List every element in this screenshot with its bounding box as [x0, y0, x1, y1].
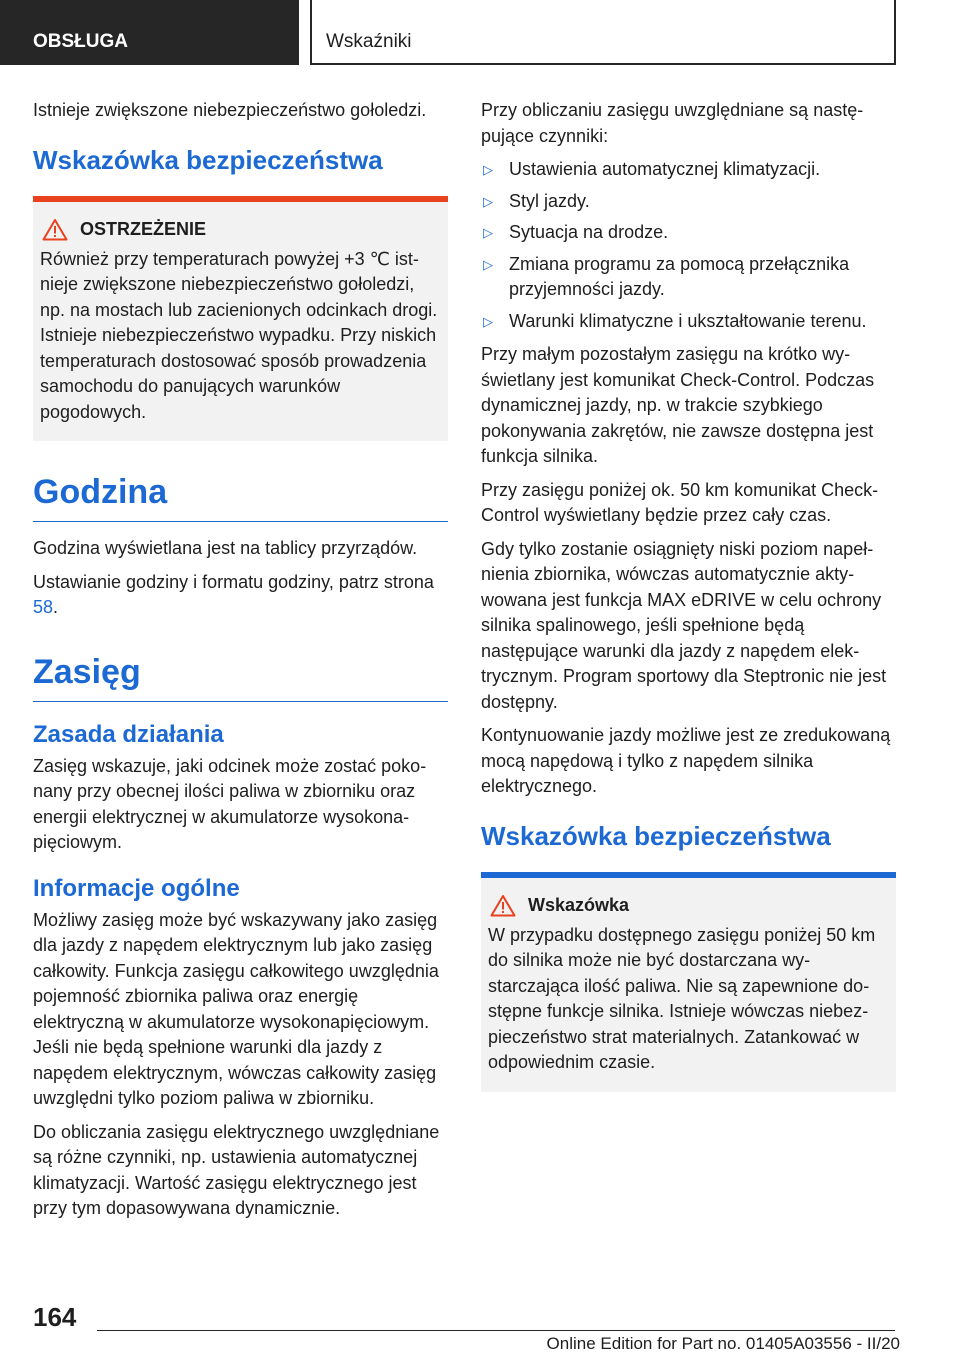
note-title-row: [488, 894, 889, 917]
left-column: [33, 98, 448, 1230]
safety-heading-left: Wskazówka bezpieczeństwa: [33, 144, 383, 175]
list-item: [481, 189, 896, 215]
footer-divider: [97, 1330, 895, 1331]
range-text-2: Przy zasięgu poniżej ok. 50 km komunikat Check-Control wyświetlany będzie przez cały czas.: [481, 479, 879, 525]
clock-text-2-before: Ustawianie godziny i formatu godziny, patrz strona: [33, 571, 434, 592]
list-item: [481, 220, 896, 246]
warning-triangle-icon: [42, 218, 68, 241]
warning-triangle-icon: [490, 894, 516, 917]
warning-title: OSTRZEŻENIE: [80, 218, 207, 239]
list-item-text: Ustawienia automatycznej klimatyzacji.: [509, 159, 821, 179]
header-section-tab: [0, 0, 299, 65]
note-text: W przypadku dostępnego zasięgu poniżej 50 km do silnika może nie być dostarczana wystarczająca ilość paliwa. Nie są zapewnione dostępne funkcje silnika. Istnieje wówczas niebezpieczeństwo strat materialnych. Zatankować w odpowiednim czasie.: [488, 924, 876, 1072]
range-text-3: Gdy tylko zostanie osiągnięty niski poziom napełnienia zbiornika, wówczas automatycznie aktywowana jest funkcja MAX eDRIVE w celu ochrony silnika spalinowego, jeśli spełnione będą następujące warunki dla jazdy z napędem elektrycznym. Program sportowy dla Steptronic nie jest dostępny.: [481, 538, 887, 712]
header-section: OBSŁUGA: [33, 31, 128, 52]
factors-list: [481, 157, 896, 334]
note-box: [481, 872, 896, 1092]
clock-heading: Godzina: [33, 471, 448, 522]
safety-heading-right: Wskazówka bezpieczeństwa: [481, 820, 831, 851]
warning-title-row: [40, 218, 441, 241]
list-item: [481, 309, 896, 335]
range-text-4: Kontynuowanie jazdy możliwe jest ze zredukowaną mocą napędową i tylko z napędem silnika elektrycznego.: [481, 725, 891, 796]
range-text-1: Przy małym pozostałym zasięgu na krótko wyświetlany jest komunikat Check-Control. Podczas dynamicznej jazdy, np. w trakcie szybkiego pokonywania zakrętów, nie zawsze dostępna jest funkcja silnika.: [481, 344, 875, 466]
intro-text: Istnieje zwiększone niebezpieczeństwo gołoledzi.: [33, 100, 427, 120]
general-heading: Informacje ogólne: [33, 874, 240, 902]
page-number: 164: [33, 1302, 77, 1332]
page-link-58[interactable]: 58: [33, 597, 54, 617]
note-title: Wskazówka: [528, 894, 630, 915]
list-item-text: Zmiana programu za pomocą przełącznika przyjemności jazdy.: [509, 253, 850, 299]
triangle-bullet-icon: ▷: [483, 162, 493, 177]
header-chapter: Wskaźniki: [326, 31, 412, 52]
list-item: [481, 252, 896, 303]
list-item-text: Warunki klimatyczne i ukształtowanie terenu.: [509, 310, 867, 331]
general-text-2: Do obliczania zasięgu elektrycznego uwzględniane są różne czynniki, np. ustawienia automatycznej klimatyzacji. Wartość zasięgu elektrycznego jest przy tym dopasowywana dynamicznie.: [33, 1121, 440, 1218]
triangle-bullet-icon: ▷: [483, 193, 493, 209]
triangle-bullet-icon: ▷: [483, 225, 493, 240]
clock-text-2-after: .: [53, 597, 59, 617]
principle-text: Zasięg wskazuje, jaki odcinek może zostać pokonany przy obecnej ilości paliwa w zbiorniku oraz energii elektrycznej w akumulatorze wysokonapięciowym.: [33, 755, 427, 852]
header-chapter-tab: [310, 0, 896, 65]
clock-text-2: [33, 570, 448, 621]
principle-heading: Zasada działania: [33, 720, 224, 748]
footer-edition: Online Edition for Part no. 01405A03556 - II/20: [546, 1334, 900, 1353]
triangle-bullet-icon: ▷: [483, 256, 493, 272]
clock-text-1: Godzina wyświetlana jest na tablicy przyrządów.: [33, 538, 418, 558]
general-text-1: Możliwy zasięg może być wskazywany jako zasięg dla jazdy z napędem elektrycznym lub jako zasięg całkowity. Funkcja zasięgu całkowitego uwzględnia pojemność zbiornika paliwa oraz energię elektryczną w akumulatorze wysokonapięciowym. Jeśli nie będą spełnione warunki dla jazdy z napędem elektrycznym, wówczas całkowity zasięg uwzględni tylko poziom paliwa w zbiorniku.: [33, 909, 439, 1108]
factors-intro: Przy obliczaniu zasięgu uwzględniane są następujące czynniki:: [481, 100, 864, 146]
list-item-text: Styl jazdy.: [509, 190, 590, 211]
triangle-bullet-icon: ▷: [483, 313, 493, 329]
list-item: [481, 157, 896, 183]
warning-box: [33, 196, 448, 442]
warning-text: Również przy temperaturach powyżej +3 ℃ istnieje zwiększone niebezpieczeństwo gołoledzi, np. na mostach lub zacienionych odcinkach drogi. Istnieje niebezpieczeństwo wypadku. Przy niskich temperaturach dostosować sposób prowadzenia samochodu do panujących warunków pogodowych.: [40, 248, 438, 422]
right-column: [481, 98, 896, 1092]
range-heading: Zasięg: [33, 651, 448, 702]
list-item-text: Sytuacja na drodze.: [509, 222, 669, 242]
